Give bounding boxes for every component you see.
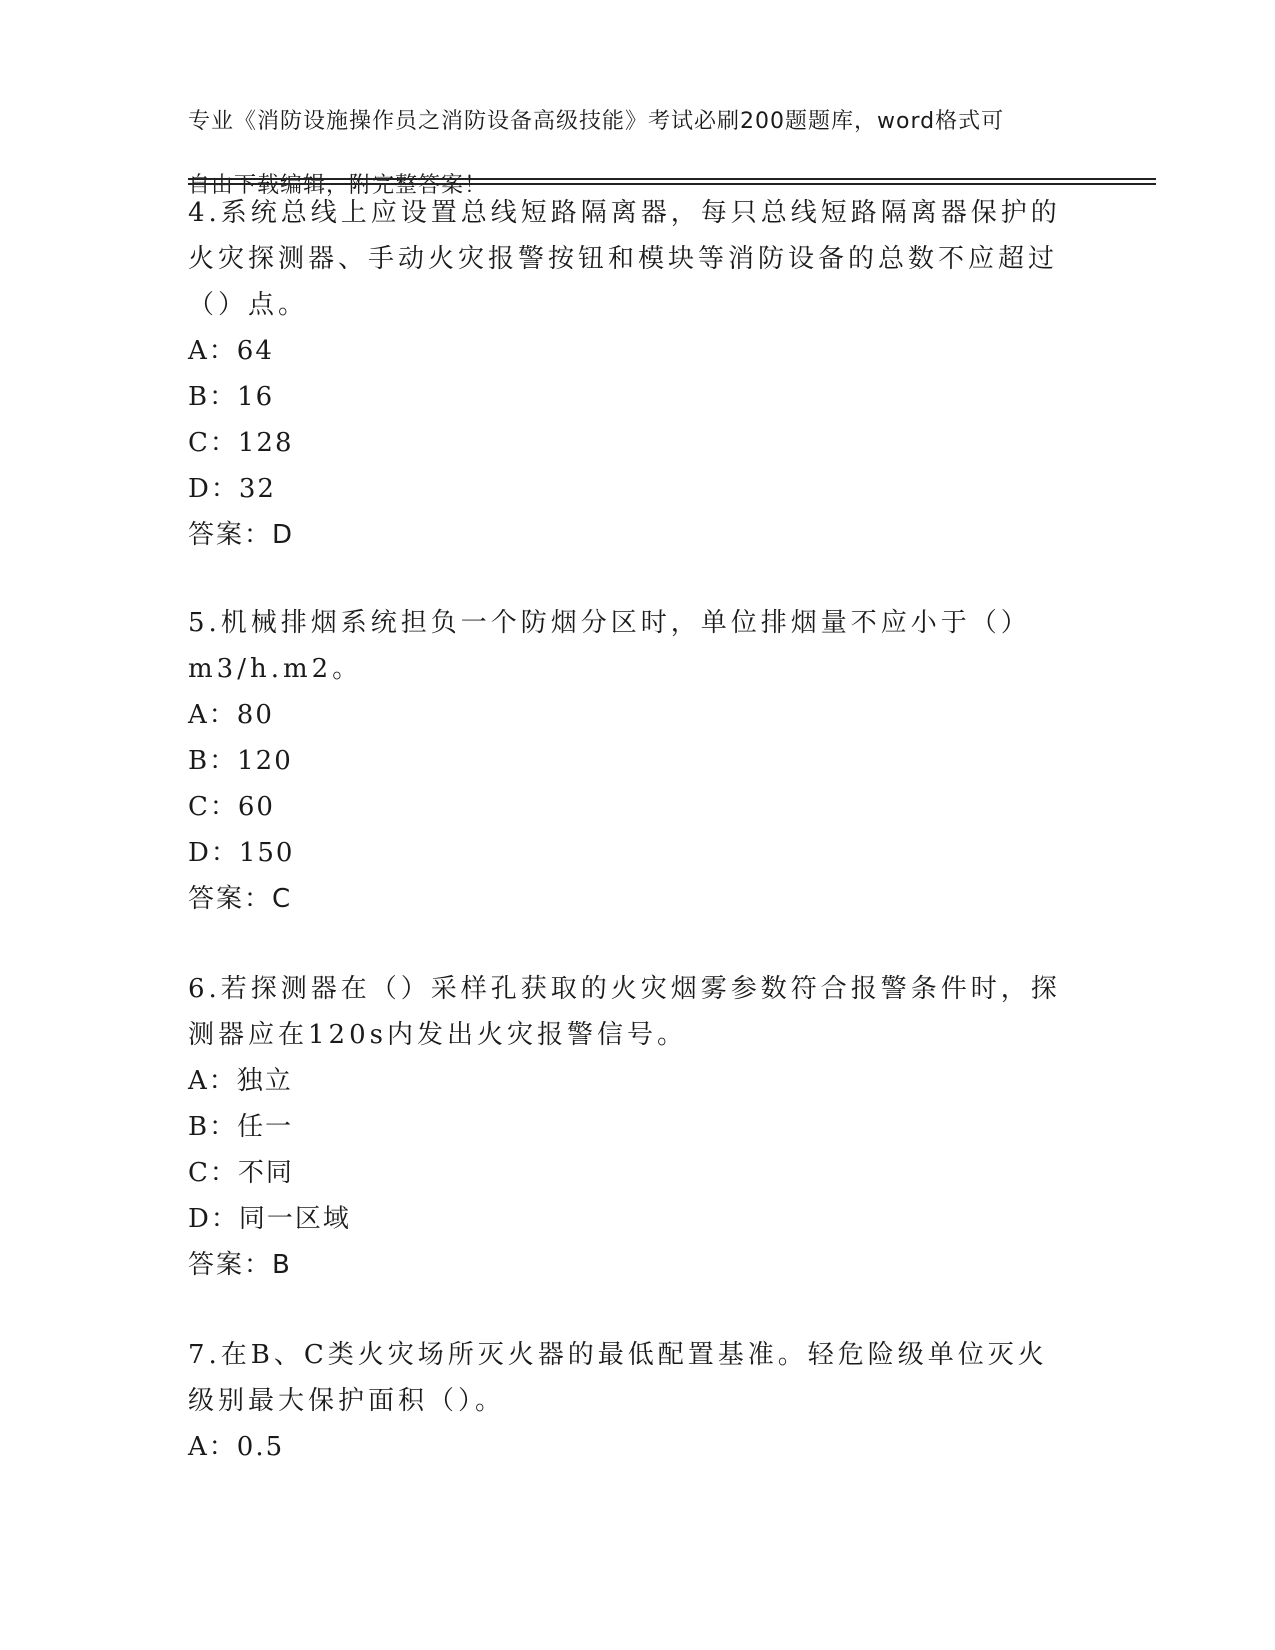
question-5 bbox=[188, 600, 1068, 922]
question-stem: 7.在B、C类火灾场所灭火器的最低配置基准。轻危险级单位灭火级别最大保护面积（）。 bbox=[188, 1340, 1048, 1416]
question-4 bbox=[188, 190, 1068, 558]
answer: 答案：C bbox=[188, 884, 293, 914]
option-a: A：0.5 bbox=[188, 1432, 285, 1462]
header-rule-top bbox=[188, 178, 1156, 180]
option-b: B：任一 bbox=[188, 1112, 294, 1142]
option-d: D：32 bbox=[188, 474, 276, 504]
option-a: A：独立 bbox=[188, 1066, 293, 1096]
option-b: B：120 bbox=[188, 746, 293, 776]
option-a: A：80 bbox=[188, 700, 274, 730]
question-stem: 5.机械排烟系统担负一个防烟分区时，单位排烟量不应小于（）m3/h.m2。 bbox=[188, 608, 1031, 684]
header-line-1: 专业《消防设施操作员之消防设备高级技能》考试必刷200题题库，word格式可 bbox=[188, 109, 1005, 134]
option-c: C：128 bbox=[188, 428, 294, 458]
option-b: B：16 bbox=[188, 382, 275, 412]
question-7 bbox=[188, 1332, 1068, 1470]
answer: 答案：D bbox=[188, 520, 295, 550]
header-line-2: 自由下载编辑，附完整答案！ bbox=[188, 173, 488, 198]
question-stem: 6.若探测器在（）采样孔获取的火灾烟雾参数符合报警条件时，探测器应在120s内发出火灾报警信号。 bbox=[188, 974, 1061, 1050]
option-c: C：60 bbox=[188, 792, 275, 822]
question-stem: 4.系统总线上应设置总线短路隔离器，每只总线短路隔离器保护的火灾探测器、手动火灾报警按钮和模块等消防设备的总数不应超过（）点。 bbox=[188, 198, 1061, 320]
question-6 bbox=[188, 966, 1068, 1288]
option-a: A：64 bbox=[188, 336, 274, 366]
option-c: C：不同 bbox=[188, 1158, 294, 1188]
header-rule-bottom bbox=[188, 183, 1156, 185]
option-d: D：同一区域 bbox=[188, 1204, 351, 1234]
answer: 答案：B bbox=[188, 1250, 292, 1280]
option-d: D：150 bbox=[188, 838, 295, 868]
